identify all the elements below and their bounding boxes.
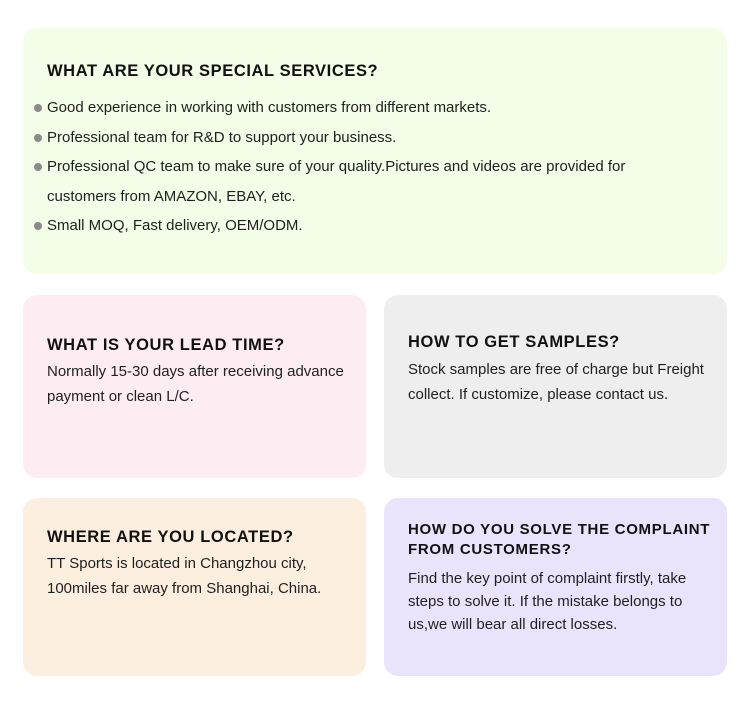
list-item (47, 123, 697, 153)
list-item-text: Small MOQ, Fast delivery, OEM/ODM. (47, 217, 303, 234)
samples-card (384, 295, 727, 478)
special-services-title: WHAT ARE YOUR SPECIAL SERVICES? (47, 62, 379, 80)
lead-time-text: Normally 15-30 days after receiving advance payment or clean L/C. (47, 363, 344, 405)
complaint-card (384, 498, 727, 676)
list-item (47, 152, 697, 211)
special-services-card (23, 28, 727, 274)
complaint-title: HOW DO YOU SOLVE THE COMPLAINT FROM CUSTOMERS? (408, 521, 711, 558)
location-title: WHERE ARE YOU LOCATED? (47, 528, 294, 546)
samples-title: HOW TO GET SAMPLES? (408, 333, 620, 351)
location-text: TT Sports is located in Changzhou city, 100miles far away from Shanghai, China. (47, 555, 322, 597)
list-item (47, 211, 697, 241)
lead-time-card (23, 295, 366, 478)
bullet-dot-icon (34, 134, 42, 142)
location-card (23, 498, 366, 676)
list-item-text: Professional QC team to make sure of your quality.Pictures and videos are provided for customers from AMAZON, EBAY, etc. (47, 158, 626, 205)
samples-text: Stock samples are free of charge but Freight collect. If customize, please contact us. (408, 361, 704, 403)
list-item-text: Professional team for R&D to support your business. (47, 128, 397, 146)
lead-time-title: WHAT IS YOUR LEAD TIME? (47, 336, 285, 354)
bullet-dot-icon (34, 104, 42, 112)
list-item-text: Good experience in working with customers from different markets. (47, 99, 492, 116)
complaint-text: Find the key point of complaint firstly, take steps to solve it. If the mistake belongs to us,we will bear all direct losses. (408, 570, 687, 633)
special-services-list (47, 93, 697, 241)
bullet-dot-icon (34, 163, 42, 171)
list-item (47, 93, 697, 123)
bullet-dot-icon (34, 222, 42, 230)
